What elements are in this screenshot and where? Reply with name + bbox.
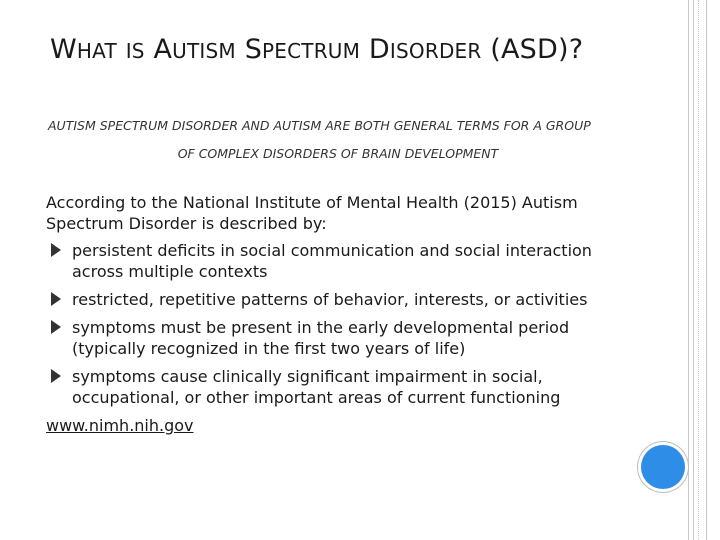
list-item: [46, 240, 646, 282]
bullet-text: restricted, repetitive patterns of behavior, interests, or activities: [72, 290, 588, 309]
list-item: [46, 289, 646, 310]
decorative-rail: [693, 0, 694, 540]
decorative-rail: [706, 0, 707, 540]
list-item: [46, 366, 646, 408]
source-link[interactable]: www.nimh.nih.gov: [46, 416, 194, 435]
arrow-bullet-icon: [51, 369, 61, 383]
slide-subtitle: [48, 112, 628, 168]
decorative-rail: [698, 0, 699, 540]
bullet-text: persistent deficits in social communication and social interaction across multiple contexts: [72, 241, 592, 281]
slide-body: [46, 192, 646, 436]
arrow-bullet-icon: [51, 320, 61, 334]
decorative-circle: [641, 445, 685, 489]
slide-title: WHAT IS AUTISM SPECTRUM DISORDER (ASD)?: [50, 34, 584, 65]
subtitle-line: OF COMPLEX DISORDERS OF BRAIN DEVELOPMENT: [177, 146, 499, 161]
list-item: [46, 317, 646, 359]
bullet-text: symptoms must be present in the early developmental period (typically recognized in the first two years of life): [72, 318, 570, 358]
bullet-list: [46, 240, 646, 408]
intro-text: According to the National Institute of Mental Health (2015) Autism Spectrum Disorder is described by:: [46, 193, 578, 233]
arrow-bullet-icon: [51, 243, 61, 257]
decorative-rail: [688, 0, 689, 540]
arrow-bullet-icon: [51, 292, 61, 306]
subtitle-line: AUTISM SPECTRUM DISORDER AND AUTISM ARE BOTH GENERAL TERMS FOR A GROUP: [48, 118, 591, 133]
bullet-text: symptoms cause clinically significant impairment in social, occupational, or other important areas of current functioning: [72, 367, 561, 407]
